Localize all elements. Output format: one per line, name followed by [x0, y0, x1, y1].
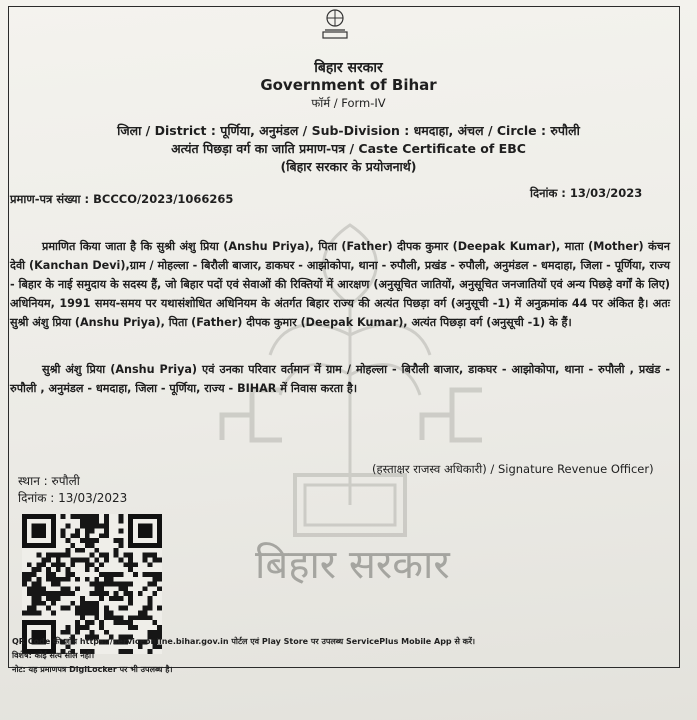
residence-text: सुश्री अंशु प्रिया (Anshu Priya) एवं उनका परिवार वर्तमान में ग्राम / मोहल्ला - बिरौली बाजार, डाकघर - आझोकोपा, थाना - रुपौली , प्रखंड - रुपौली , अनुमंडल - धमदाहा, जिला - पूर्णिया, राज्य - BIHAR में निवास करता है।: [10, 363, 670, 395]
government-hindi-title: बिहार सरकार: [314, 60, 383, 76]
residence-paragraph: [10, 360, 670, 398]
certificate-title: अत्यंत पिछड़ा वर्ग का जाति प्रमाण-पत्र / Caste Certificate of EBC: [171, 141, 526, 156]
purpose-line: (बिहार सरकार के प्रयोजनार्थ): [280, 159, 417, 174]
qr-code-icon[interactable]: [20, 514, 164, 654]
certification-text: प्रमाणित किया जाता है कि सुश्री अंशु प्रिया (Anshu Priya), पिता (Father) दीपक कुमार (Deepak Kumar), माता (Mother) कंचन देवी (Kanchan Devi),ग्राम / मोहल्ला - बिरौली बाजार, डाकघर - आझोकोपा, थाना - रुपौली, प्रखंड - रुपौली, अनुमंडल - धमदाहा, जिला - पूर्णिया, राज्य - बिहार के नाई समुदाय के सदस्य हैं, जो बिहार पदों एवं सेवाओं की रिक्तियों में आरक्षण (अनुसूचित जातियों, अनुसूचित जनजातियों एवं अन्य पिछड़े वर्गों के लिए) अधिनियम, 1991 समय-समय पर यथासंशोधित अधिनियम के अंतर्गत बिहार राज्य की अत्यंत पिछड़ा वर्ग (अनुसूची -1) में अनुक्रमांक 44 पर अंकित है। अतः सुश्री अंशु प्रिया (Anshu Priya), पिता (Father) दीपक कुमार (Deepak Kumar), अत्यंत पिछड़ा वर्ग (अनुसूची -1) के हैं।: [10, 240, 670, 329]
certification-paragraph: [10, 237, 670, 332]
footer-note-digilocker: नोट: यह प्रमाणपत्र DigiLocker पर भी उपलब्ध है।: [12, 665, 173, 674]
watermark-text: बिहार सरकार: [255, 542, 450, 588]
district-line: जिला / District : पूर्णिया, अनुमंडल / Sub-Division : धमदाहा, अंचल / Circle : रुपौली: [117, 123, 580, 138]
form-label: फॉर्म / Form-IV: [311, 96, 386, 110]
signature-label: (हस्ताक्षर राजस्व अधिकारी) / Signature Revenue Officer): [372, 462, 654, 476]
footer-note-seal: विशेष: कोई सत्य सील नहीं।: [12, 651, 95, 660]
qr-verification-note: QR Code की जाँच https://serviceonline.bihar.gov.in पोर्टल एवं Play Store पर उपलब्ध ServicePlus Mobile App से करें।: [12, 637, 476, 646]
state-emblem-icon: [315, 4, 355, 44]
certificate-date: दिनांक : 13/03/2023: [530, 186, 643, 200]
certificate-number: प्रमाण-पत्र संख्या : BCCCO/2023/1066265: [10, 192, 234, 206]
issue-date: दिनांक : 13/03/2023: [18, 491, 128, 505]
issue-place: स्थान : रुपौली: [18, 474, 80, 488]
government-english-title: Government of Bihar: [260, 76, 437, 94]
